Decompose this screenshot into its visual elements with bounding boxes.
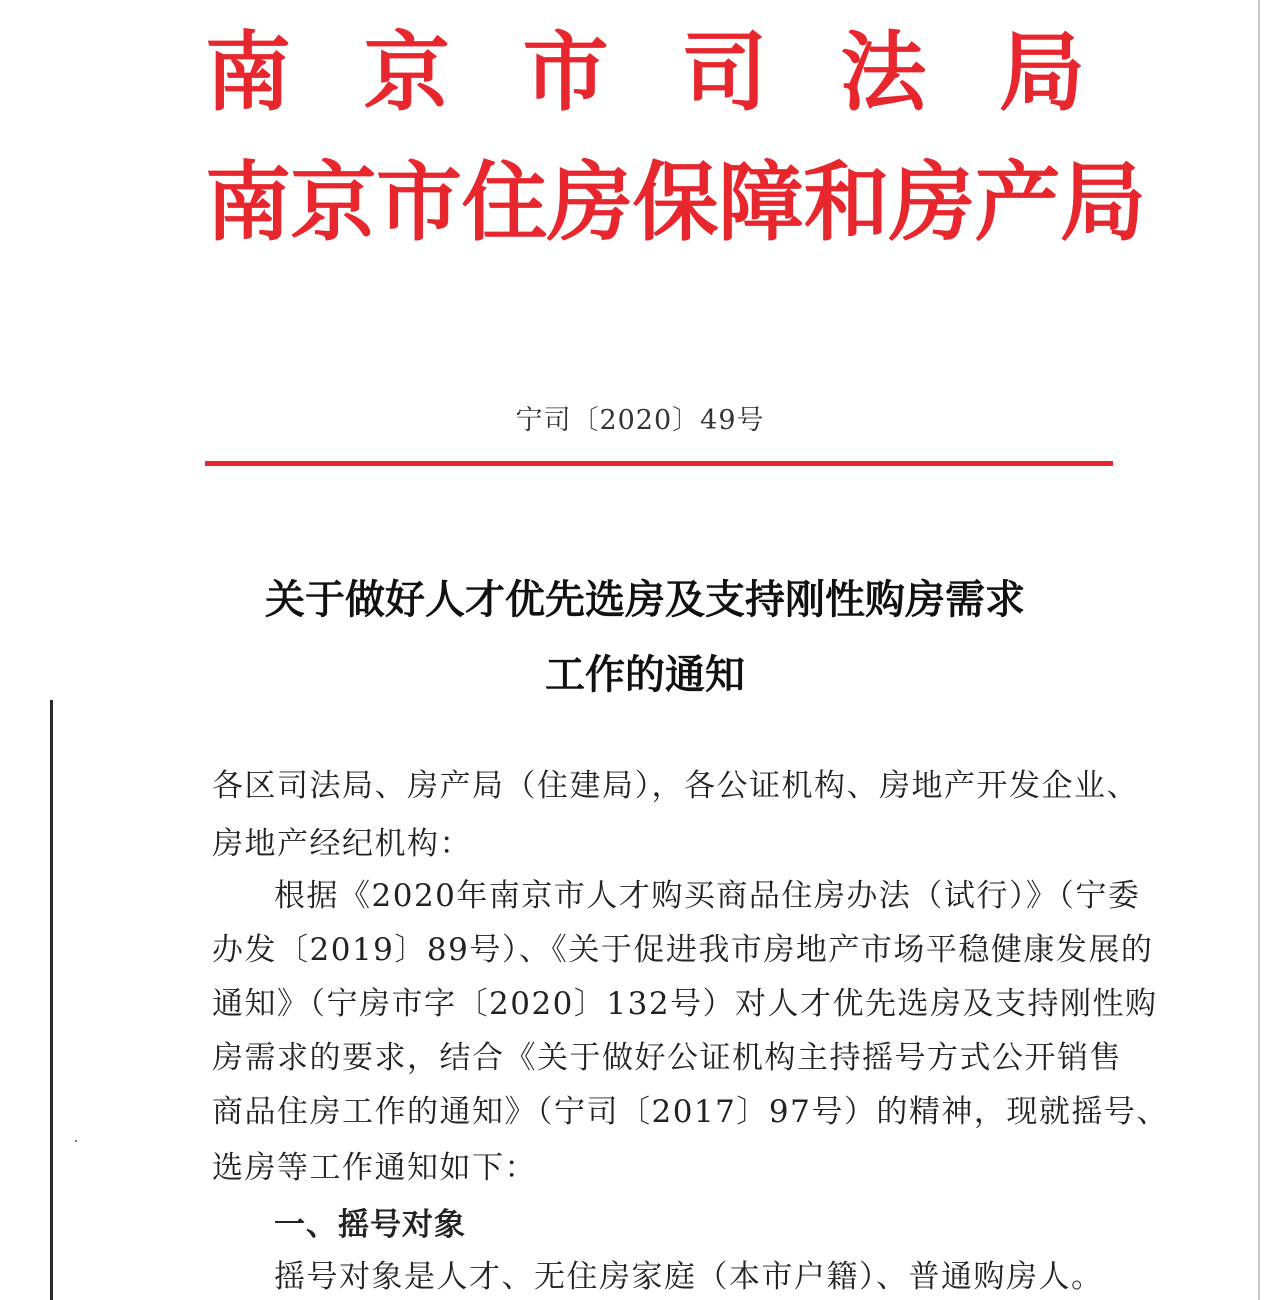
- body-line: 房地产经纪机构：: [212, 826, 472, 862]
- notice-title-line-2: 工作的通知: [545, 651, 745, 698]
- body-line: 商品住房工作的通知》（宁司〔2017〕97号）的精神，现就摇号、: [212, 1094, 1169, 1130]
- org-char: 市: [522, 22, 609, 123]
- section-heading: 一、摇号对象: [274, 1207, 466, 1243]
- document-number: 宁司〔2020〕49号: [515, 405, 765, 436]
- body-line: 根据《2020年南京市人才购买商品住房办法（试行）》（宁委: [274, 878, 1141, 914]
- org-char: 司: [681, 22, 768, 123]
- org-char: 南: [205, 22, 291, 123]
- body-line: 通知》（宁房市字〔2020〕132号）对人才优先选房及支持刚性购: [212, 986, 1158, 1022]
- body-line: 选房等工作通知如下：: [212, 1150, 537, 1186]
- scan-edge-left: [50, 700, 53, 1300]
- body-line: 办发〔2019〕89号）、《关于促进我市房地产市场平稳健康发展的: [212, 932, 1154, 968]
- notice-title-line-1: 关于做好人才优先选房及支持刚性购房需求: [265, 576, 1025, 623]
- body-line: 各区司法局、房产局（住建局），各公证机构、房地产开发企业、: [212, 768, 1139, 804]
- scan-speck: [75, 1140, 77, 1142]
- red-divider-line: [205, 461, 1113, 466]
- org-name-justice-bureau: [205, 22, 1085, 123]
- org-char: 法: [840, 22, 927, 123]
- body-line: 房需求的要求，结合《关于做好公证机构主持摇号方式公开销售: [212, 1040, 1122, 1076]
- org-char: 局: [998, 22, 1085, 123]
- section-text: 摇号对象是人才、无住房家庭（本市户籍）、普通购房人。: [274, 1259, 1104, 1295]
- org-char: 京: [363, 22, 450, 123]
- org-name-housing-bureau: 南京市住房保障和房产局: [205, 152, 1146, 253]
